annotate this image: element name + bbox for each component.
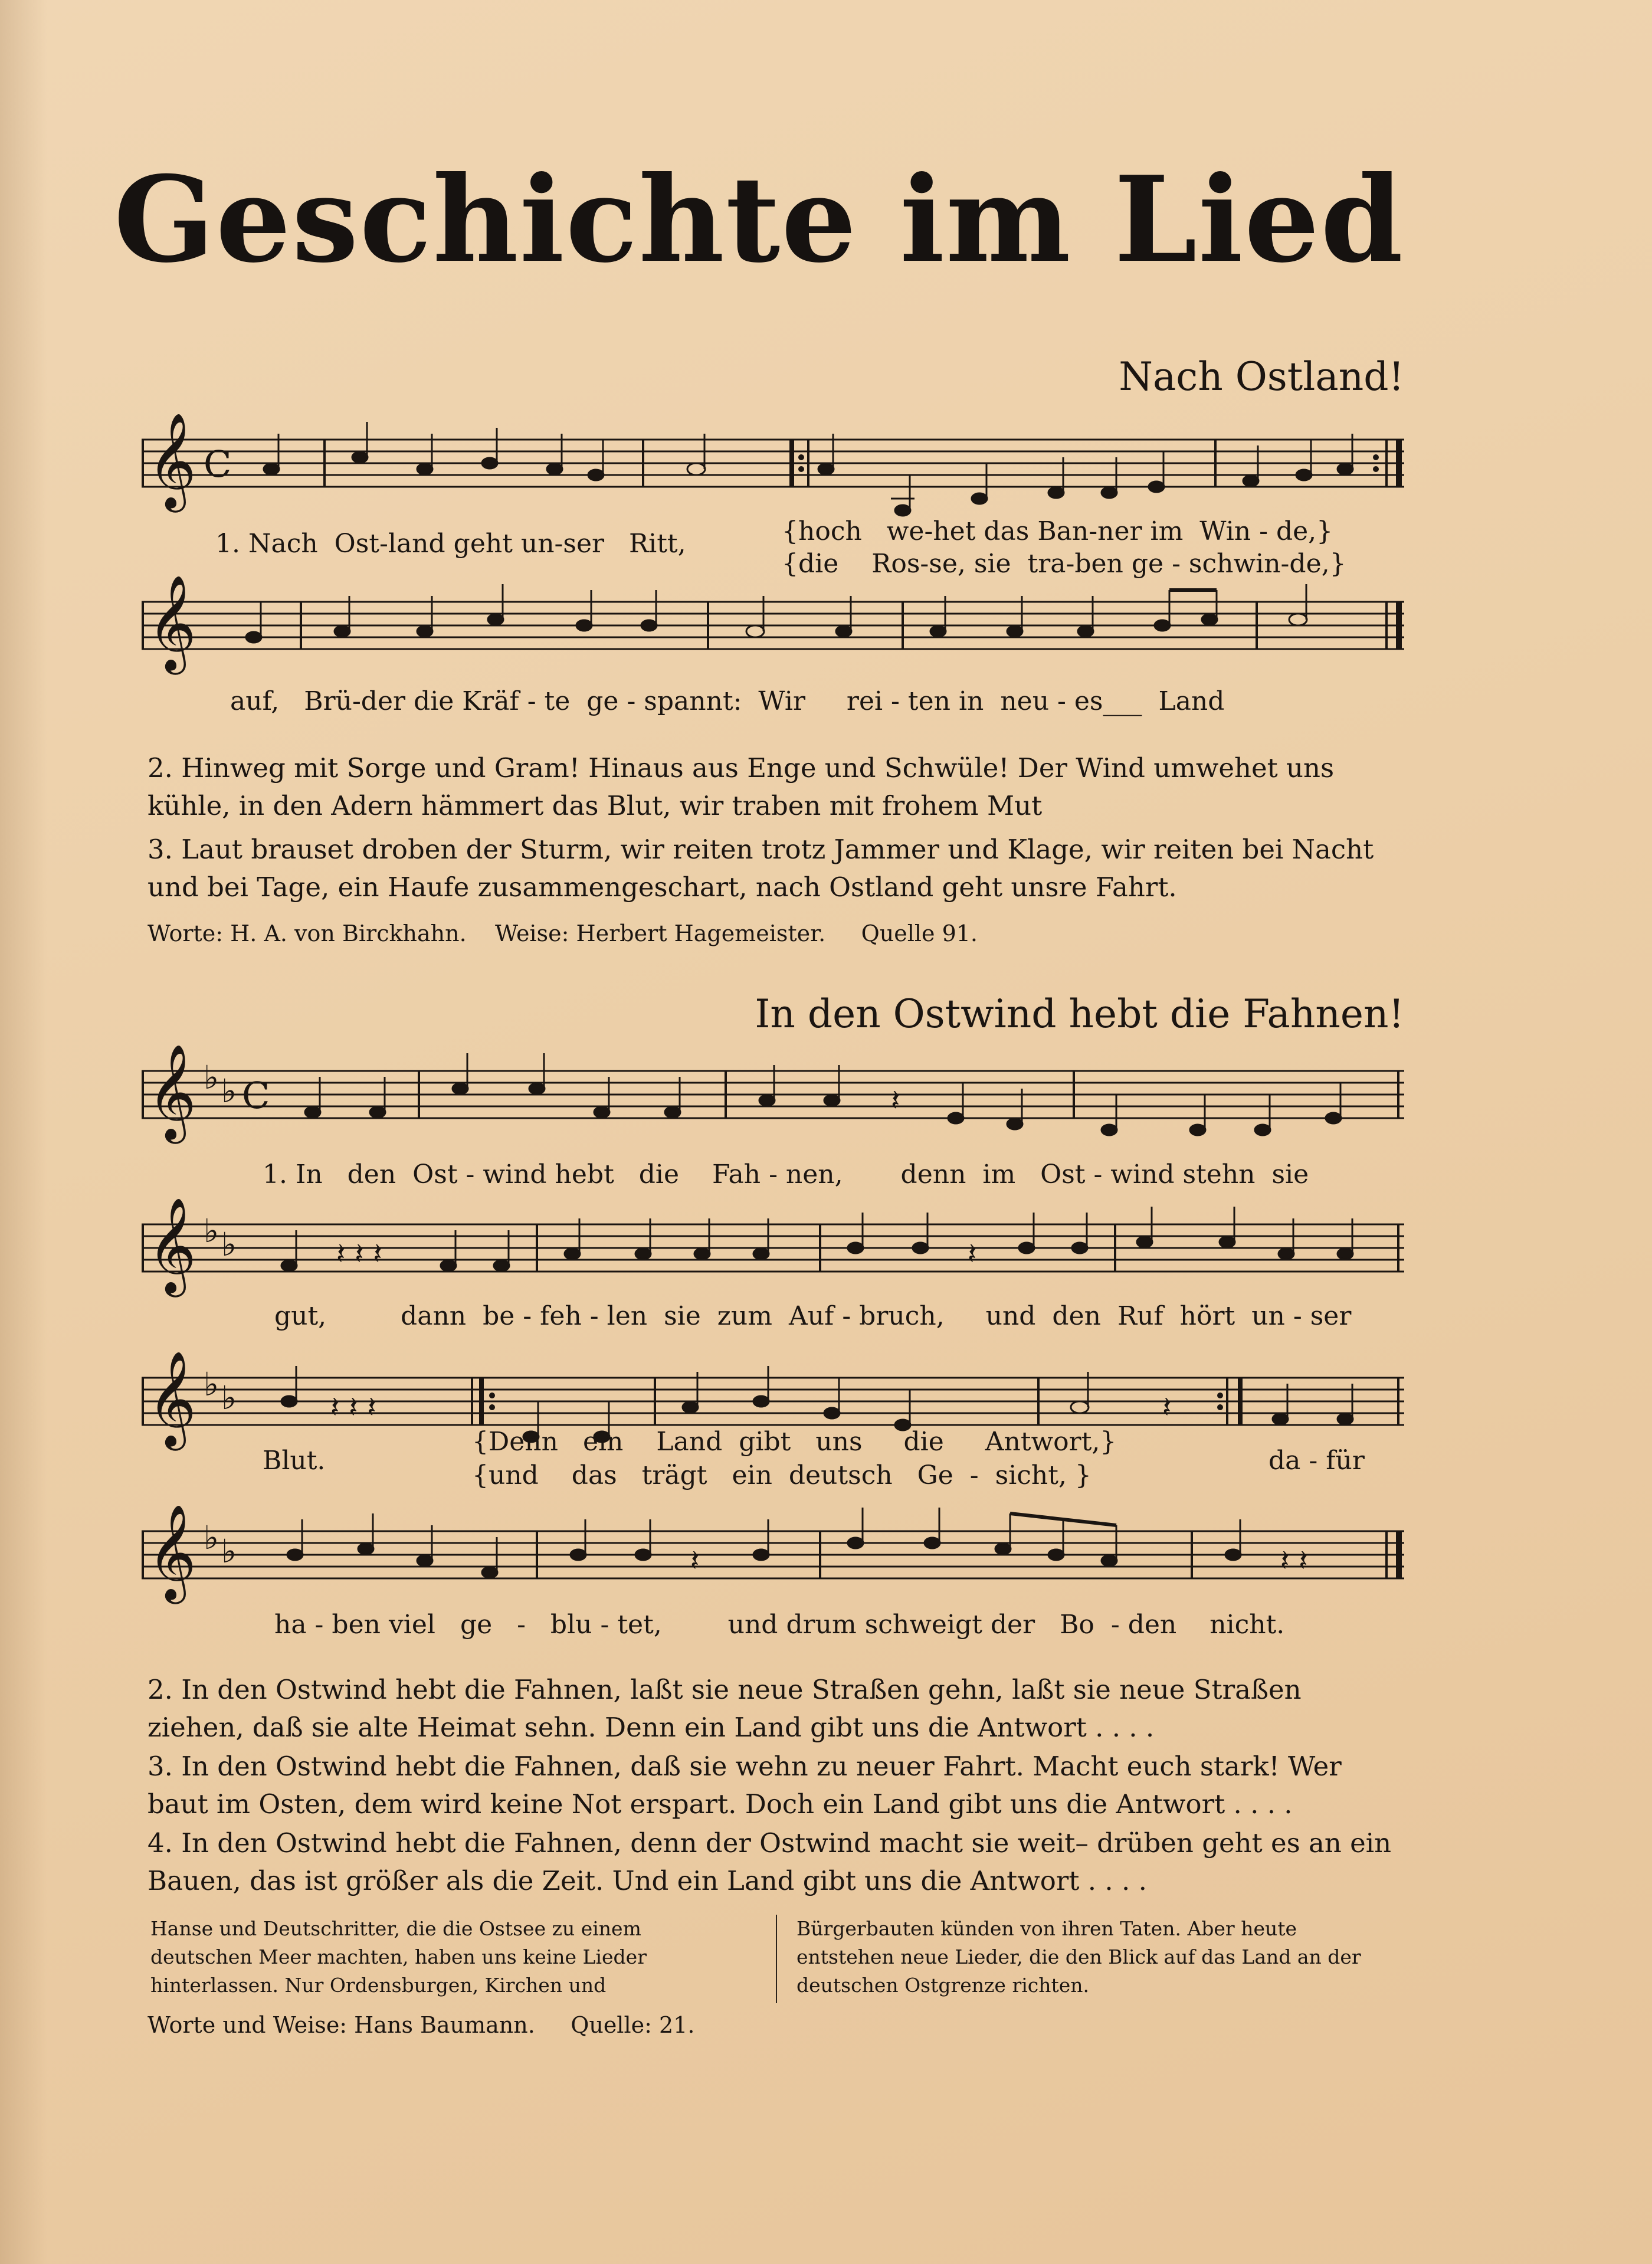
song2-lyrics-row4: ha - ben viel ge - blu - tet, und drum schweigt der Bo - den nicht. [274,1610,1285,1640]
svg-text:𝄽: 𝄽 [1162,1390,1172,1424]
footnote-left: Hanse und Deutschritter, die die Ostsee zu einem deutschen Meer machten, haben uns keine Lieder hinterlassen. Nur Ordensburgen, Kirchen und [150,1917,647,1997]
song2-verse2: 2. In den Ostwind hebt die Fahnen, laßt sie neue Straßen gehn, laßt sie neue Straßen ziehen, daß sie alte Heimat sehn. Denn ein Land gibt uns die Antwort . . . . [148,1674,1302,1743]
song2-staff-4 [142,1505,1404,1599]
svg-text:♭: ♭ [204,1365,219,1403]
svg-text:♭: ♭ [204,1212,219,1250]
svg-text:♭: ♭ [221,1379,237,1417]
svg-text:𝄞: 𝄞 [148,1197,196,1293]
song2-credit: Worte und Weise: Hans Baumann. Quelle: 21. [148,2012,695,2038]
svg-text:𝄽 𝄽 𝄽: 𝄽 𝄽 𝄽 [330,1390,376,1424]
svg-text:𝄞: 𝄞 [148,412,196,509]
song1-lyrics-row1-b1: {hoch we-het das Ban-ner im Win - de,} [782,516,1333,546]
svg-text:𝄞: 𝄞 [148,1351,196,1447]
song2-lyrics-row3-c: da - für [1268,1446,1365,1476]
song1-title: Nach Ostland! [1119,354,1404,399]
svg-text:♭: ♭ [221,1226,237,1263]
song1-verse3: 3. Laut brauset droben der Sturm, wir reiten trotz Jammer und Klage, wir reiten bei Nacht und bei Tage, ein Haufe zusammengeschart, nach Ostland geht unsre Fahrt. [148,834,1374,903]
footnote-divider [776,1915,777,2003]
song2-lyrics-row3-b1: {Denn ein Land gibt uns die Antwort,} [472,1427,1117,1457]
svg-text:𝄽: 𝄽 [690,1544,700,1578]
svg-text:𝄞: 𝄞 [148,1044,196,1140]
song2-staff-1 [142,1044,1404,1139]
song2-verse4: 4. In den Ostwind hebt die Fahnen, denn der Ostwind macht sie weit– drüben geht es an ein Bauen, das ist größer als die Zeit. Und ein Land gibt uns die Antwort . . . . [148,1827,1392,1896]
song2-lyrics-row3-a: Blut. [263,1446,326,1476]
song1-lyrics-row1-b2: {die Ros-se, sie tra-ben ge - schwin-de,} [782,549,1346,579]
svg-text:C: C [204,443,232,486]
svg-text:♭: ♭ [221,1072,237,1110]
song2-verse3: 3. In den Ostwind hebt die Fahnen, daß sie wehn zu neuer Fahrt. Macht euch stark! Wer baut im Osten, dem wird keine Not erspart. Doch ein Land gibt uns die Antwort . . . . [148,1751,1342,1820]
song1-lyrics-row1-a: 1. Nach Ost-land geht un-ser Ritt, [215,529,686,559]
svg-text:C: C [242,1074,270,1117]
song1-staff-1 [142,413,1404,519]
svg-text:𝄽: 𝄽 [968,1237,977,1271]
svg-text:♭: ♭ [204,1519,219,1557]
svg-text:♭: ♭ [221,1532,237,1570]
song2-lyrics-row3-b2: {und das trägt ein deutsch Ge - sicht, } [472,1460,1092,1490]
svg-text:𝄽 𝄽: 𝄽 𝄽 [1280,1544,1308,1578]
svg-text:𝄞: 𝄞 [148,1504,196,1600]
song1-verse2: 2. Hinweg mit Sorge und Gram! Hinaus aus Enge und Schwüle! Der Wind umwehet uns kühle, in den Adern hämmert das Blut, wir traben mit frohem Mut [148,752,1335,821]
song1-credit: Worte: H. A. von Birckhahn. Weise: Herbert Hagemeister. Quelle 91. [148,920,978,946]
svg-text:𝄽: 𝄽 [891,1083,900,1118]
song1-lyrics-row2: auf, Brü-der die Kräf - te ge - spannt: Wir rei - ten in neu - es___ Land [230,686,1225,716]
song2-lyrics-row1: 1. In den Ost - wind hebt die Fah - nen, denn im Ost - wind stehn sie [263,1159,1309,1190]
page-edge-shadow [0,0,47,2264]
svg-text:𝄞: 𝄞 [148,575,196,671]
song2-lyrics-row2: gut, dann be - feh - len sie zum Auf - bruch, und den Ruf hört un - ser [274,1301,1352,1331]
svg-text:𝄽 𝄽 𝄽: 𝄽 𝄽 𝄽 [336,1237,382,1271]
svg-text:♭: ♭ [204,1059,219,1096]
song2-title: In den Ostwind hebt die Fahnen! [755,991,1404,1037]
song1-staff-2 [142,575,1404,670]
page-title: Geschichte im Lied [113,150,1404,289]
song2-staff-2 [142,1198,1404,1292]
footnote-right: Bürgerbauten künden von ihren Taten. Aber heute entstehen neue Lieder, die den Blick auf das Land an der deutschen Ostgrenze richten. [796,1917,1361,1997]
